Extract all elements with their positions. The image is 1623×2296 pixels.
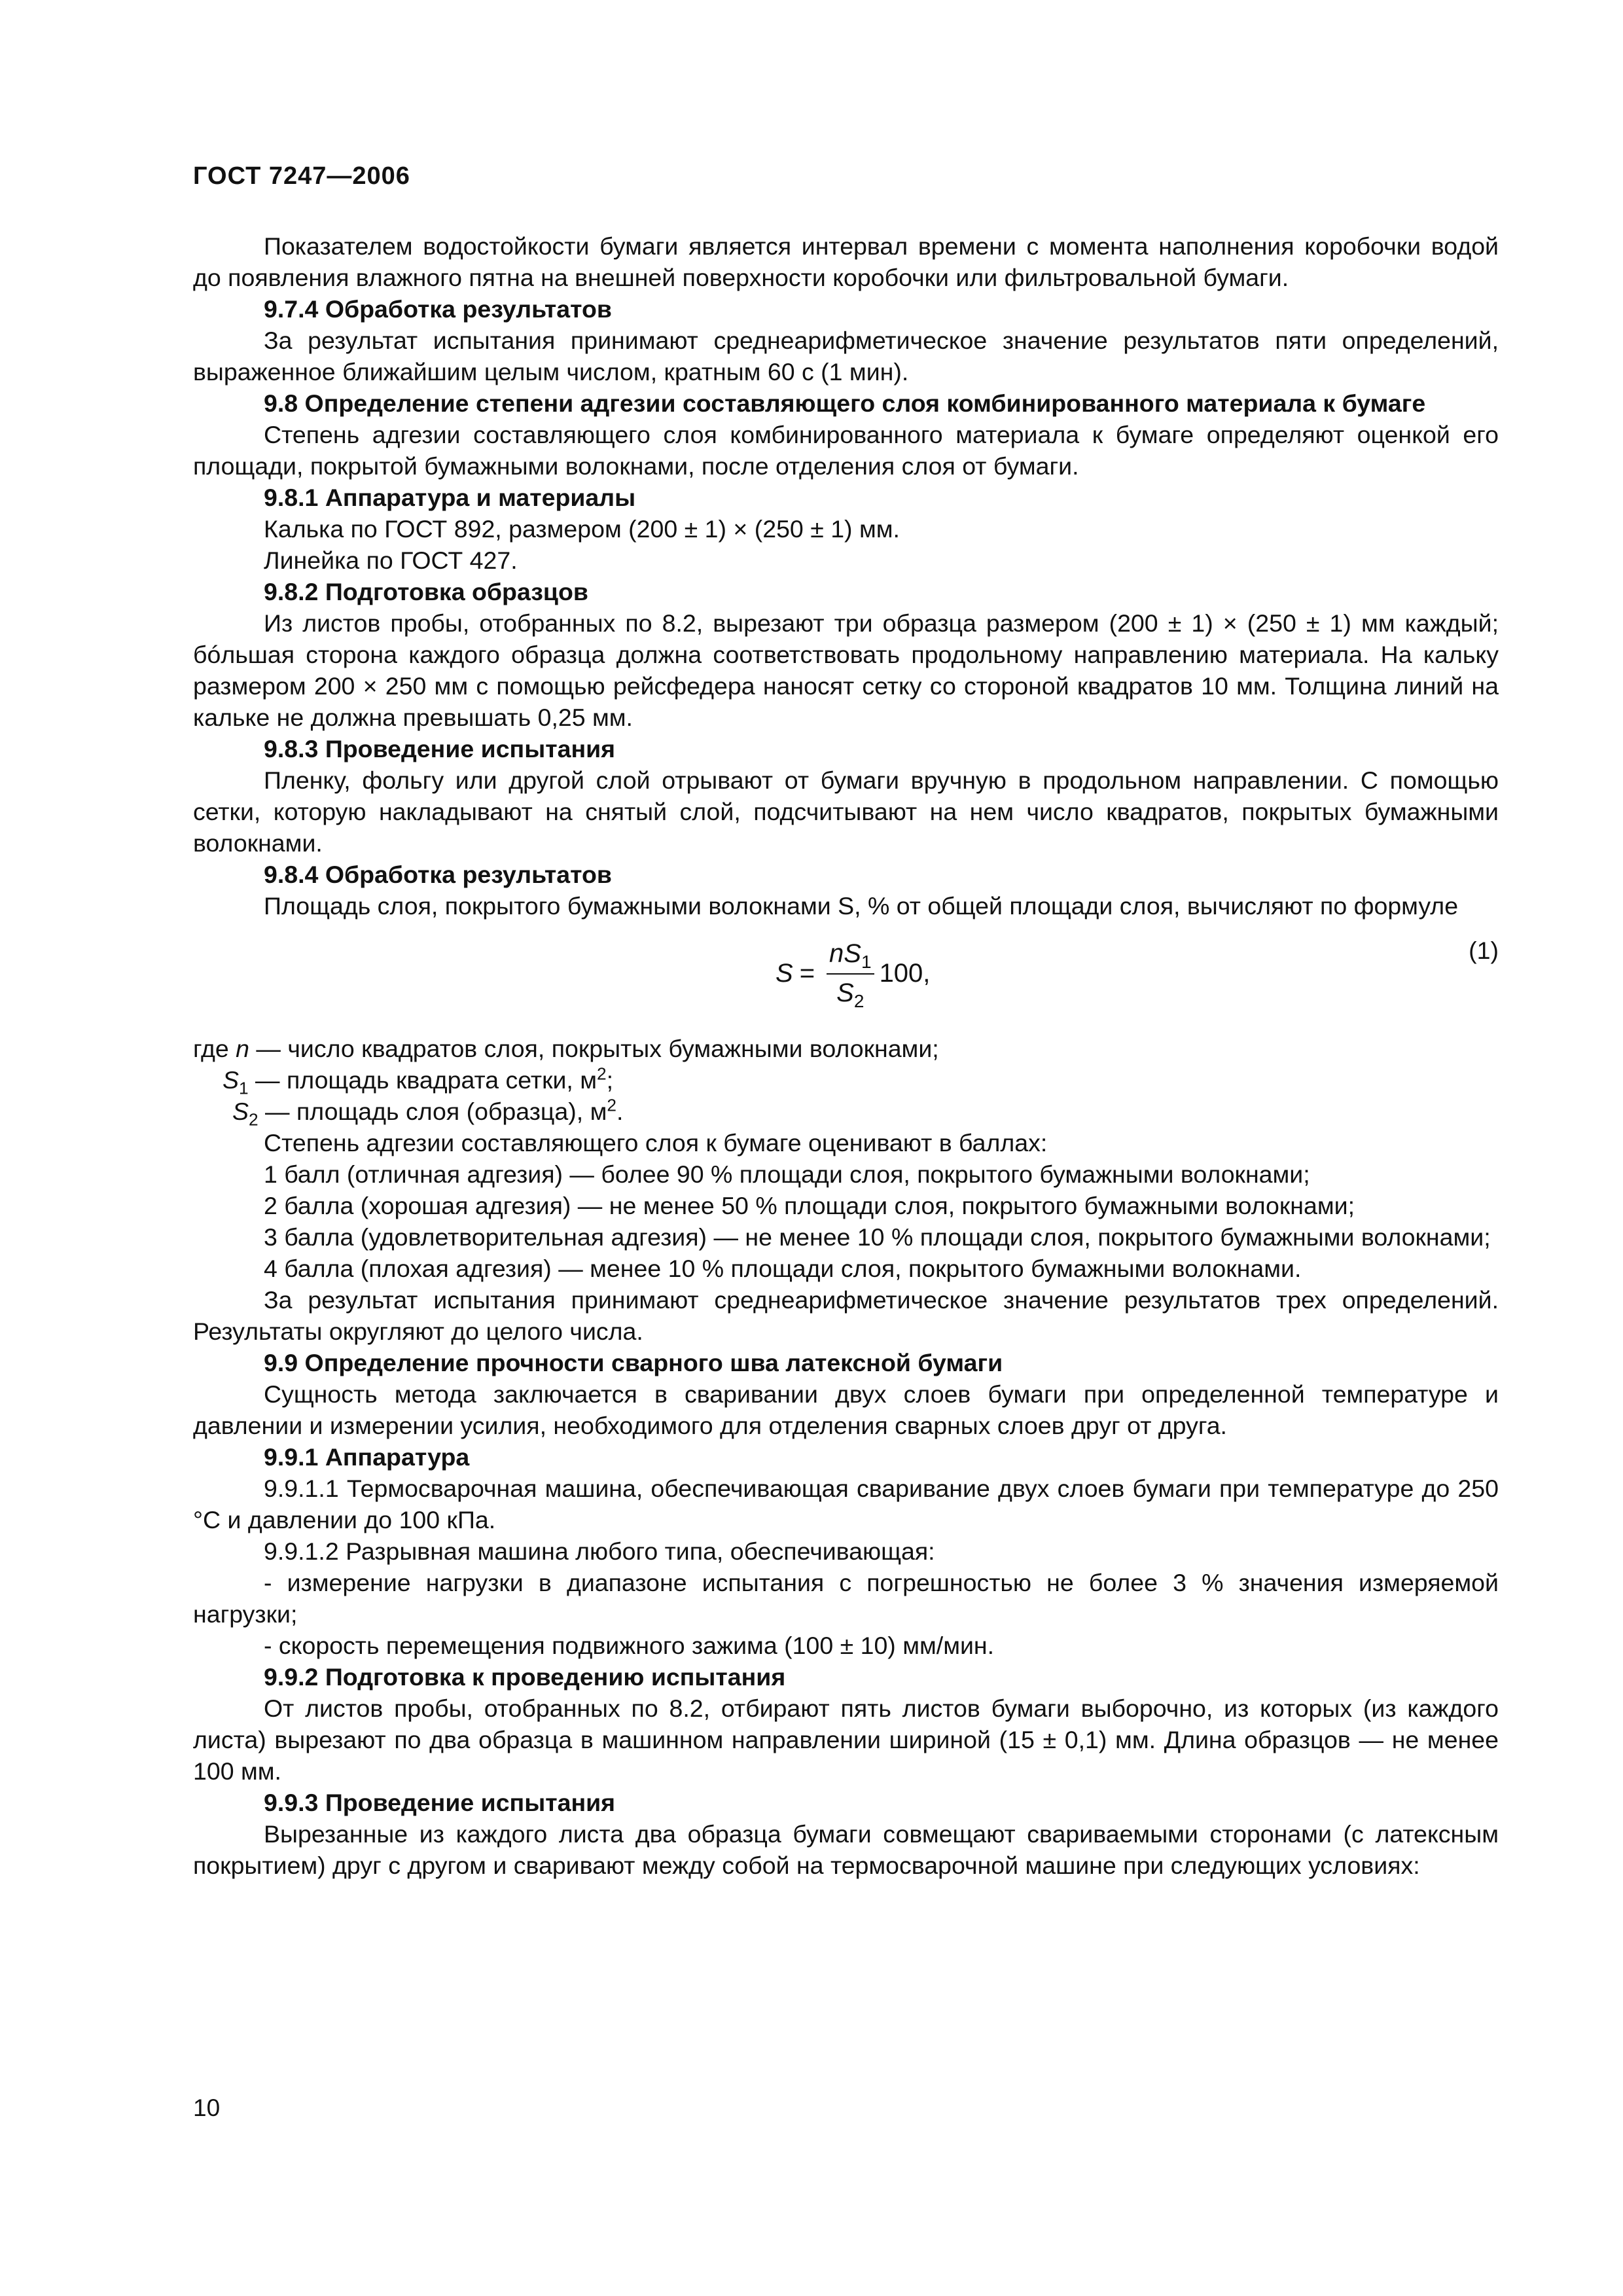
formula-factor: 100,	[879, 959, 931, 988]
definition-prefix: где	[193, 1035, 236, 1062]
definition-subscript: 2	[249, 1109, 259, 1130]
paragraph: Степень адгезии составляющего слоя комбинированного материала к бумаге определяют оценкой его площади, покрытой бумажными волокнами, после отделения слоя от бумаги.	[193, 421, 1499, 480]
paragraph: Линейка по ГОСТ 427.	[264, 547, 518, 574]
definition-end: .	[616, 1098, 624, 1125]
page-number: 10	[193, 2094, 221, 2121]
definition-superscript: 2	[597, 1064, 607, 1084]
paragraph: 3 балла (удовлетворительная адгезия) — не менее 10 % площади слоя, покрытого бумажными волокнами;	[264, 1223, 1491, 1251]
definition-subscript: 1	[239, 1078, 249, 1098]
formula-sub: 2	[853, 991, 865, 1011]
section-heading-9-8-1: 9.8.1 Аппаратура и материалы	[264, 484, 636, 511]
paragraph: Показателем водостойкости бумаги является интервал времени с момента наполнения коробочки водой до появления влажного пятна на внешней поверхности коробочки или фильтровальной бумаги.	[193, 232, 1499, 291]
paragraph: 9.9.1.2 Разрывная машина любого типа, обеспечивающая:	[264, 1537, 935, 1565]
section-heading-9-8-4: 9.8.4 Обработка результатов	[264, 861, 612, 888]
paragraph: Вырезанные из каждого листа два образца бумаги совмещают свариваемыми сторонами (с латексным покрытием) друг с другом и сваривают между собой на термосварочной машине при следующих условиях:	[193, 1820, 1499, 1879]
formula-block	[193, 928, 1499, 1033]
paragraph: Сущность метода заключается в сваривании двух слоев бумаги при определенной температуре и давлении и измерении усилия, необходимого для отделения сварных слоев друг от друга.	[193, 1380, 1499, 1439]
definition-text: — площадь квадрата сетки, м	[248, 1066, 597, 1094]
definition-symbol: n	[236, 1035, 250, 1062]
definition-n	[193, 1033, 1499, 1064]
section-heading-9-8-2: 9.8.2 Подготовка образцов	[264, 578, 588, 605]
definition-s2	[193, 1095, 1499, 1130]
paragraph: 4 балла (плохая адгезия) — менее 10 % площади слоя, покрытого бумажными волокнами.	[264, 1255, 1302, 1282]
definition-superscript: 2	[607, 1095, 616, 1115]
section-heading-9-8-3: 9.8.3 Проведение испытания	[264, 735, 616, 762]
formula-equals: =	[799, 959, 815, 988]
document-body	[193, 230, 1499, 1881]
document-header: ГОСТ 7247—2006	[193, 162, 410, 190]
formula	[776, 938, 930, 1009]
section-heading-9-9-3: 9.9.3 Проведение испытания	[264, 1789, 616, 1816]
paragraph: - измерение нагрузки в диапазоне испытания с погрешностью не более 3 % значения измеряемой нагрузки;	[193, 1569, 1499, 1628]
formula-s: S	[844, 939, 861, 968]
definition-text: — площадь слоя (образца), м	[258, 1098, 607, 1125]
paragraph: Пленку, фольгу или другой слой отрывают от бумаги вручную в продольном направлении. С помощью сетки, которую накладывают на снятый слой, подсчитывают на нем число квадратов, покрытых бумажными волокнами.	[193, 766, 1499, 857]
paragraph: Калька по ГОСТ 892, размером (200 ± 1) × (250 ± 1) мм.	[264, 515, 900, 543]
formula-lhs: S	[776, 959, 793, 988]
paragraph: Площадь слоя, покрытого бумажными волокнами S, % от общей площади слоя, вычисляют по формуле	[264, 892, 1459, 920]
formula-number: (1)	[1469, 937, 1499, 964]
paragraph: Из листов пробы, отобранных по 8.2, вырезают три образца размером (200 ± 1) × (250 ± 1) мм каждый; бóльшая сторона каждого образца должна соответствовать продольному направлению материала. На кальку размером 200 × 250 мм с помощью рейсфедера наносят сетку со стороной квадратов 10 мм. Толщина линий на кальке не должна превышать 0,25 мм.	[193, 609, 1499, 731]
formula-numerator	[827, 938, 874, 975]
section-heading-9-9-2: 9.9.2 Подготовка к проведению испытания	[264, 1663, 786, 1691]
section-heading-9-9-1: 9.9.1 Аппаратура	[264, 1443, 470, 1471]
section-heading-9-8: 9.8 Определение степени адгезии составляющего слоя комбинированного материала к бумаге	[264, 389, 1426, 417]
definition-text: — число квадратов слоя, покрытых бумажными волокнами;	[249, 1035, 939, 1062]
paragraph: 2 балла (хорошая адгезия) — не менее 50 % площади слоя, покрытого бумажными волокнами;	[264, 1192, 1355, 1219]
paragraph: - скорость перемещения подвижного зажима (100 ± 10) мм/мин.	[264, 1632, 995, 1659]
paragraph: За результат испытания принимают среднеарифметическое значение результатов трех определений. Результаты округляют до целого числа.	[193, 1286, 1499, 1345]
formula-n: n	[829, 939, 844, 968]
definition-end: ;	[606, 1066, 614, 1094]
paragraph: Степень адгезии составляющего слоя к бумаге оценивают в баллах:	[264, 1129, 1048, 1157]
formula-fraction	[827, 938, 874, 1009]
paragraph: От листов пробы, отобранных по 8.2, отбирают пять листов бумаги выборочно, из которых (из каждого листа) вырезают по два образца в машинном направлении шириной (15 ± 0,1) мм. Длина образцов — не менее 100 мм.	[193, 1695, 1499, 1785]
definition-s1	[193, 1064, 1499, 1096]
definition-symbol: S	[232, 1098, 249, 1125]
paragraph: 9.9.1.1 Термосварочная машина, обеспечивающая сваривание двух слоев бумаги при температуре до 250 °С и давлении до 100 кПа.	[193, 1475, 1499, 1534]
formula-s: S	[836, 978, 854, 1007]
formula-denominator	[836, 975, 864, 1009]
definition-symbol: S	[223, 1066, 240, 1094]
section-heading-9-9: 9.9 Определение прочности сварного шва латексной бумаги	[264, 1349, 1003, 1376]
paragraph: 1 балл (отличная адгезия) — более 90 % площади слоя, покрытого бумажными волокнами;	[264, 1160, 1310, 1188]
section-heading-9-7-4: 9.7.4 Обработка результатов	[264, 295, 612, 323]
formula-sub: 1	[861, 952, 872, 972]
paragraph: За результат испытания принимают среднеарифметическое значение результатов пяти определений, выраженное ближайшим целым числом, кратным 60 с (1 мин).	[193, 327, 1499, 386]
